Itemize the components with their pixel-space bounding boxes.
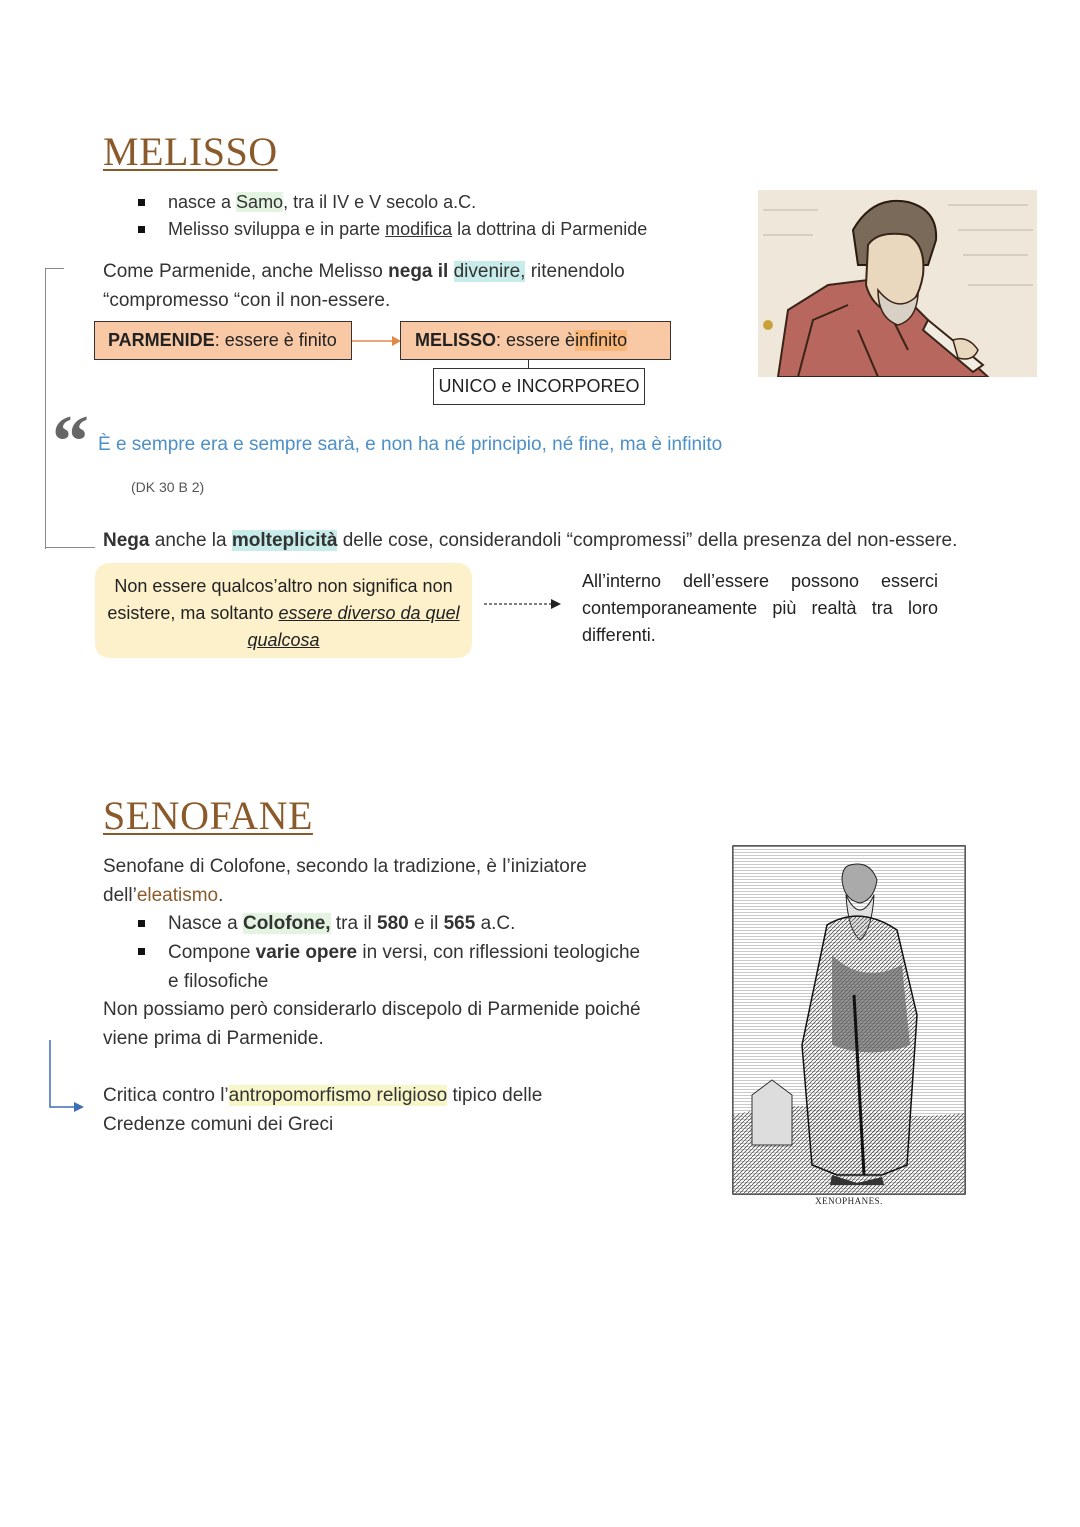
nega-paragraph: Nega anche la molteplicità delle cose, considerandoli “compromessi” della presenza del non-essere. (103, 530, 958, 551)
dashed-arrow-icon (484, 598, 562, 610)
quote-icon: “ (52, 401, 89, 483)
portrait-caption: XENOPHANES. (815, 1196, 883, 1206)
arrow-icon (352, 334, 402, 348)
senofane-disciple-text: Non possiamo però considerarlo discepolo di Parmenide poiché viene prima di Parmenide. (103, 999, 641, 1049)
senofane-bullet-1: Nasce a Colofone, tra il 580 e il 565 a.C. (168, 913, 516, 934)
senofane-title: SENOFANE (103, 793, 313, 838)
bullet-marker (138, 226, 145, 233)
parmenide-box: PARMENIDE : essere è finito (94, 321, 352, 360)
connector-line (528, 360, 529, 368)
note-box: Non essere qualcos’altro non significa non esistere, ma soltanto essere diverso da quel qualcosa (95, 563, 472, 658)
senofane-critica: Critica contro l’antropomorfismo religioso tipico delle Credenze comuni dei Greci (103, 1085, 543, 1135)
bullet-marker (138, 199, 145, 206)
melisso-bullet-1: nasce a Samo, tra il IV e V secolo a.C. (168, 192, 477, 212)
unico-box: UNICO e INCORPOREO (433, 368, 645, 405)
bullet-marker (138, 948, 145, 955)
quote-reference: (DK 30 B 2) (131, 479, 205, 495)
melisso-portrait (758, 190, 1037, 377)
senofane-intro: Senofane di Colofone, secondo la tradizione, è l’iniziatore dell’eleatismo. (103, 856, 587, 906)
right-explanation: All’interno dell’essere possono esserci contemporaneamente più realtà tra loro (582, 571, 938, 618)
quote-text: È e sempre era e sempre sarà, e non ha né principio, né fine, ma è infinito (98, 434, 723, 455)
melisso-intro: Come Parmenide, anche Melisso nega il divenire, ritenendolo “compromesso “con il non-essere. (103, 261, 625, 311)
senofane-portrait (732, 845, 966, 1209)
melisso-bullet-2: Melisso sviluppa e in parte modifica la dottrina di Parmenide (168, 219, 648, 239)
arrow-icon (44, 1040, 86, 1116)
senofane-bullet-2: Compone varie opere in versi, con riflessioni teologiche e filosofiche (168, 942, 641, 992)
melisso-title: MELISSO (103, 129, 278, 174)
bracket-line-bottom (45, 547, 95, 548)
right-explanation-end: differenti. (582, 625, 656, 645)
bullet-marker (138, 920, 145, 927)
melisso-box: MELISSO : essere è infinito (400, 321, 671, 360)
